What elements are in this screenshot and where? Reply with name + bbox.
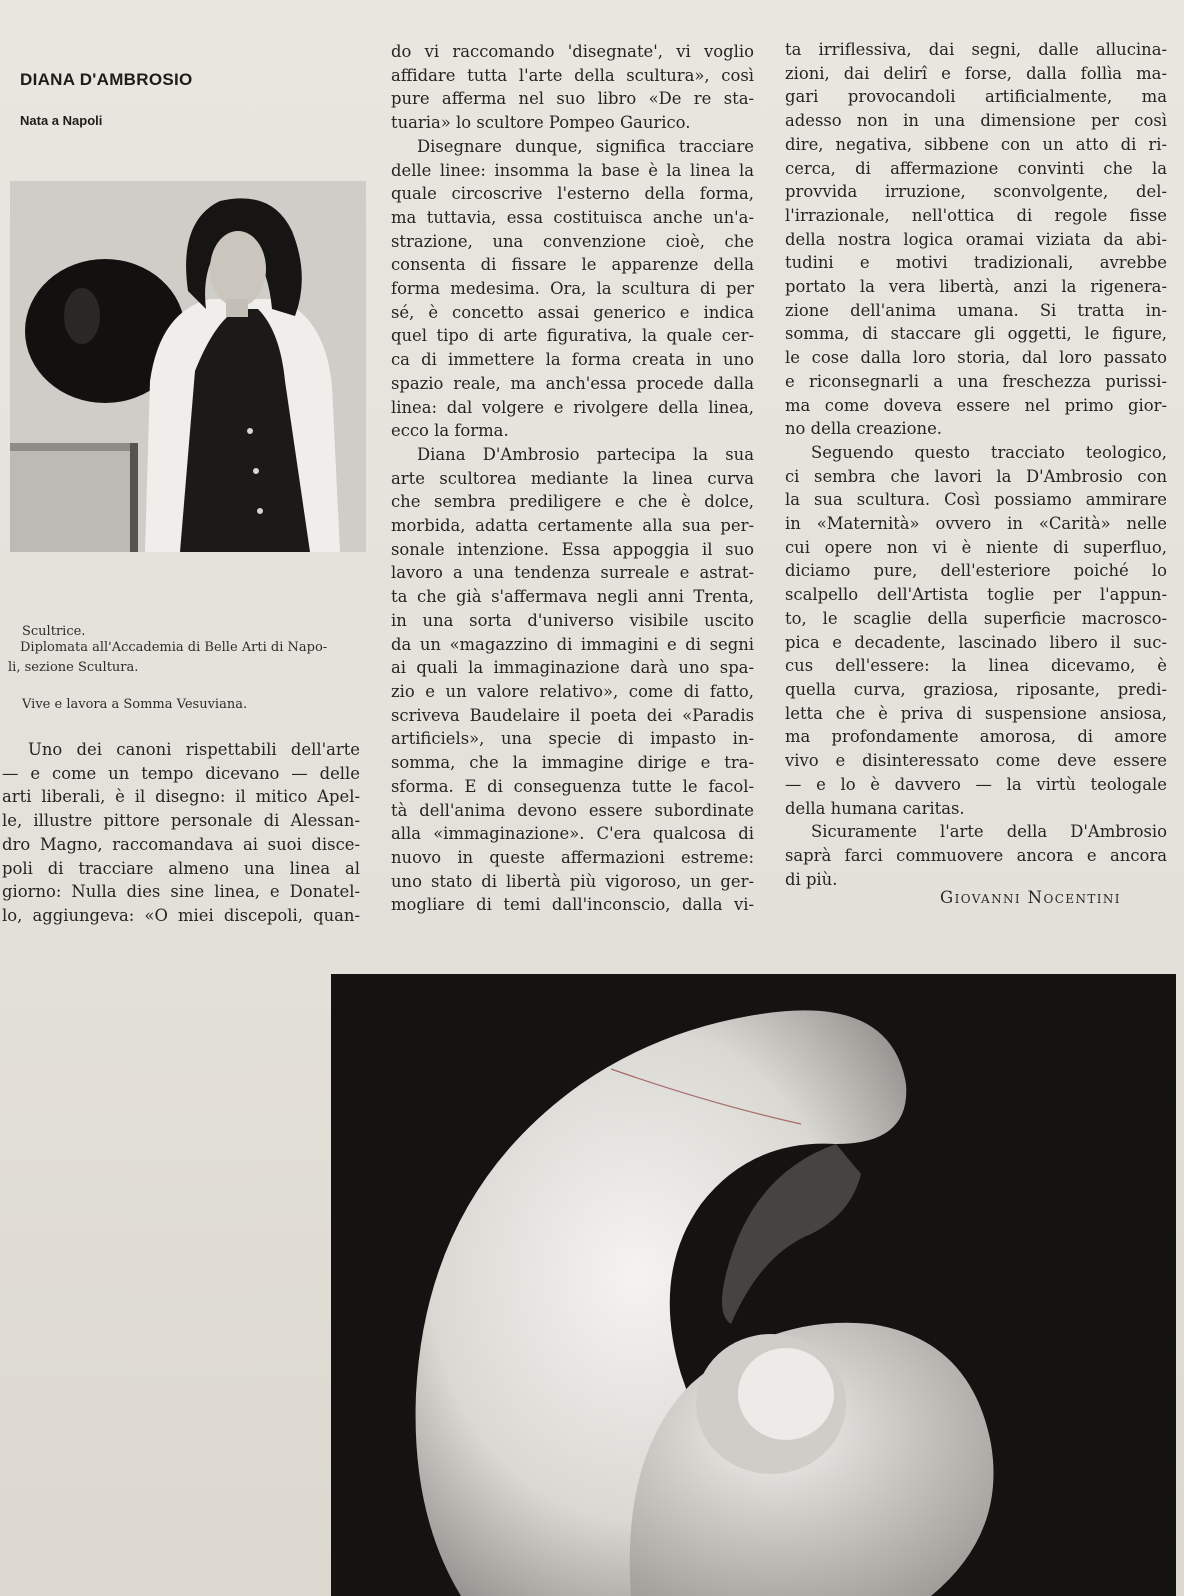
text-line: no della creazione. bbox=[785, 419, 942, 439]
text-line: ma come doveva essere nel primo gior- bbox=[785, 395, 1167, 415]
text-line: somma, che la immagine dirige e tra- bbox=[391, 753, 754, 773]
text-line: alla «immaginazione». C'era qualcosa di bbox=[391, 824, 754, 844]
article-column-left bbox=[2, 738, 360, 928]
caption-education-cont: li, sezione Scultura. bbox=[8, 660, 139, 675]
caption-education: Diplomata all'Accademia di Belle Arti di Napo- bbox=[20, 640, 328, 655]
text-line: pure afferma nel suo libro «De re sta- bbox=[391, 89, 754, 109]
caption-profession: Scultrice. bbox=[22, 624, 86, 639]
text-line: tà dell'anima devono essere subordinate bbox=[391, 800, 754, 820]
text-line: consenta di fissare le apparenze della bbox=[391, 255, 754, 275]
text-line: — e come un tempo dicevano — delle bbox=[2, 763, 360, 783]
text-line: gari provocandoli artificialmente, ma bbox=[785, 87, 1167, 107]
text-line: poli di tracciare almeno una linea al bbox=[2, 858, 360, 878]
text-line: della humana caritas. bbox=[785, 798, 965, 818]
text-line: quale circoscrive l'esterno della forma, bbox=[391, 184, 754, 204]
text-line: portato la vera libertà, anzi la rigenera- bbox=[785, 277, 1167, 297]
text-line: do vi raccomando 'disegnate', vi voglio bbox=[391, 42, 754, 61]
caption-residence: Vive e lavora a Somma Vesuviana. bbox=[22, 697, 248, 712]
text-line: della nostra logica oramai viziata da abi- bbox=[785, 229, 1167, 249]
sculpture-photo bbox=[331, 974, 1176, 1596]
text-line: ecco la forma. bbox=[391, 421, 509, 441]
text-line: — e lo è davvero — la virtù teologale bbox=[785, 774, 1167, 794]
text-line: somma, di staccare gli oggetti, le figure, bbox=[785, 324, 1167, 344]
text-line: dire, negativa, sibbene con un atto di ri- bbox=[785, 134, 1167, 154]
text-line: l'irrazionale, nell'ottica di regole fisse bbox=[785, 205, 1167, 225]
text-line: diciamo pure, dell'esteriore poiché lo bbox=[785, 561, 1167, 581]
text-line: quel tipo di arte figurativa, la quale cer- bbox=[391, 326, 754, 346]
text-line: vivo e disinteressato come deve essere bbox=[785, 751, 1167, 771]
text-line: tudini e motivi tradizionali, avrebbe bbox=[785, 253, 1167, 273]
text-line: to, le scaglie della superficie macrosco- bbox=[785, 608, 1167, 628]
text-line: dro Magno, raccomandava ai suoi disce- bbox=[2, 834, 360, 854]
text-line: sé, è concetto assai generico e indica bbox=[391, 302, 754, 322]
text-line: la sua scultura. Così possiamo ammirare bbox=[785, 490, 1167, 510]
text-line: ta irriflessiva, dai segni, dalle allucina- bbox=[785, 40, 1167, 59]
text-line: strazione, una convenzione cioè, che bbox=[391, 231, 754, 251]
text-line: ai quali la immaginazione darà uno spa- bbox=[391, 658, 754, 678]
text-line: cus dell'essere: la linea dicevamo, è bbox=[785, 656, 1167, 676]
text-line: nuovo in queste affermazioni estreme: bbox=[391, 847, 754, 867]
text-line: Diana D'Ambrosio partecipa la sua bbox=[417, 444, 754, 464]
text-line: morbida, adatta certamente alla sua per- bbox=[391, 516, 754, 536]
text-line: e riconsegnarli a una freschezza purissi- bbox=[785, 371, 1167, 391]
text-line: scriveva Baudelaire il poeta dei «Paradis bbox=[391, 705, 754, 725]
text-line: arti liberali, è il disegno: il mitico Apel- bbox=[2, 787, 360, 807]
text-line: zioni, dai delirî e forse, dalla follìa ma- bbox=[785, 63, 1167, 83]
text-line: cui opere non vi è niente di superfluo, bbox=[785, 537, 1167, 557]
text-line: le, illustre pittore personale di Alessan- bbox=[2, 811, 360, 831]
text-line: giorno: Nulla dies sine linea, e Donatel- bbox=[2, 882, 360, 902]
text-line: sforma. E di conseguenza tutte le facol- bbox=[391, 776, 754, 796]
text-line: mogliare di temi dall'inconscio, dalla vi- bbox=[391, 895, 754, 915]
author-signature: Giovanni Nocentini bbox=[940, 888, 1121, 907]
text-line: provvida irruzione, sconvolgente, del- bbox=[785, 182, 1167, 202]
article-column-middle bbox=[391, 40, 754, 917]
text-line: ma tuttavia, essa costituisca anche un'a- bbox=[391, 207, 754, 227]
artist-portrait-photo bbox=[10, 181, 366, 552]
text-line: artificiels», una specie di impasto in- bbox=[391, 729, 754, 749]
text-line: delle linee: insomma la base è la linea la bbox=[391, 160, 754, 180]
text-line: quella curva, graziosa, riposante, predi- bbox=[785, 679, 1167, 699]
article-column-right bbox=[785, 38, 1167, 891]
text-line: le cose dalla loro storia, dal loro passato bbox=[785, 348, 1167, 368]
text-line: adesso non in una dimensione per così bbox=[785, 111, 1167, 131]
text-line: uno stato di libertà più vigoroso, un ger- bbox=[391, 871, 754, 891]
text-line: ta che già s'affermava negli anni Trenta, bbox=[391, 587, 754, 607]
text-line: cerca, di affermazione convinti che la bbox=[785, 158, 1167, 178]
text-line: ma profondamente amorosa, di amore bbox=[785, 727, 1167, 747]
text-line: lavoro a una tendenza surreale e astrat- bbox=[391, 563, 754, 583]
text-line: tuaria» lo scultore Pompeo Gaurico. bbox=[391, 113, 691, 133]
text-line: di più. bbox=[785, 869, 838, 889]
text-line: Seguendo questo tracciato teologico, bbox=[811, 442, 1167, 462]
text-line: in una sorta d'universo visibile uscito bbox=[391, 610, 754, 630]
text-line: pica e decadente, lascinado libero il suc- bbox=[785, 632, 1167, 652]
text-line: ca di immettere la forma creata in uno bbox=[391, 350, 754, 370]
artist-birthplace: Nata a Napoli bbox=[20, 113, 103, 128]
text-line: linea: dal volgere e rivolgere della linea, bbox=[391, 397, 754, 417]
text-line: scalpello dell'Artista toglie per l'appun- bbox=[785, 585, 1167, 605]
text-line: forma medesima. Ora, la scultura di per bbox=[391, 279, 754, 299]
text-line: affidare tutta l'arte della scultura», così bbox=[391, 65, 754, 85]
text-line: saprà farci commuovere ancora e ancora bbox=[785, 845, 1167, 865]
text-line: zione dell'anima umana. Si tratta in- bbox=[785, 300, 1167, 320]
text-line: che sembra prediligere e che è dolce, bbox=[391, 492, 754, 512]
text-line: lo, aggiungeva: «O miei discepoli, quan- bbox=[2, 905, 360, 925]
text-line: ci sembra che lavori la D'Ambrosio con bbox=[785, 466, 1167, 486]
text-line: sonale intenzione. Essa appoggia il suo bbox=[391, 539, 754, 559]
text-line: arte scultorea mediante la linea curva bbox=[391, 468, 754, 488]
artist-name: DIANA D'AMBROSIO bbox=[20, 70, 193, 89]
text-line: Disegnare dunque, significa tracciare bbox=[417, 136, 754, 156]
text-line: spazio reale, ma anch'essa procede dalla bbox=[391, 373, 754, 393]
text-line: Uno dei canoni rispettabili dell'arte bbox=[28, 740, 360, 759]
text-line: letta che è priva di suspensione ansiosa, bbox=[785, 703, 1167, 723]
text-line: Sicuramente l'arte della D'Ambrosio bbox=[811, 822, 1167, 842]
text-line: zio e un valore relativo», come di fatto, bbox=[391, 681, 754, 701]
text-line: da un «magazzino di immagini e di segni bbox=[391, 634, 754, 654]
text-line: in «Maternità» ovvero in «Carità» nelle bbox=[785, 514, 1167, 534]
